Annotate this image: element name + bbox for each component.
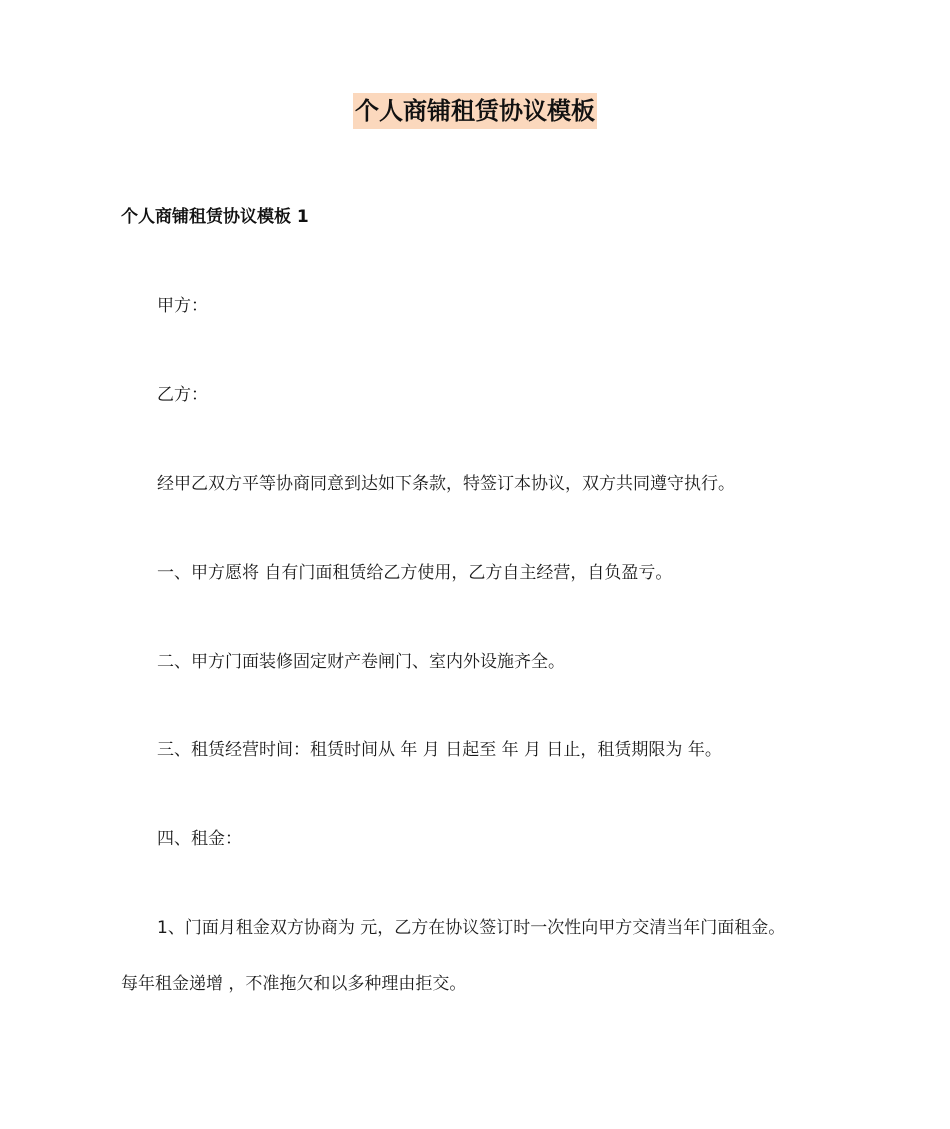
clause-4-item-1-continued: 每年租金递增 ，不准拖欠和以多种理由拒交。 [121,974,467,994]
party-a-label: 甲方： [157,296,208,316]
document-title: 个人商铺租赁协议模板 [353,93,597,129]
party-b-label: 乙方： [157,385,208,405]
intro-paragraph: 经甲乙双方平等协商同意到达如下条款，特签订本协议，双方共同遵守执行。 [157,474,735,494]
section-heading: 个人商铺租赁协议模板 1 [121,207,309,227]
clause-4-heading: 四、租金： [157,829,242,849]
clause-3: 三、租赁经营时间：租赁时间从 年 月 日起至 年 月 日止，租赁期限为 年。 [157,740,722,760]
clause-1: 一、甲方愿将 自有门面租赁给乙方使用，乙方自主经营，自负盈亏。 [157,563,673,583]
clause-2: 二、甲方门面装修固定财产卷闸门、室内外设施齐全。 [157,652,565,672]
clause-4-item-1: 1、门面月租金双方协商为 元，乙方在协议签订时一次性向甲方交清当年门面租金。 [157,918,786,938]
title-container [0,93,950,129]
